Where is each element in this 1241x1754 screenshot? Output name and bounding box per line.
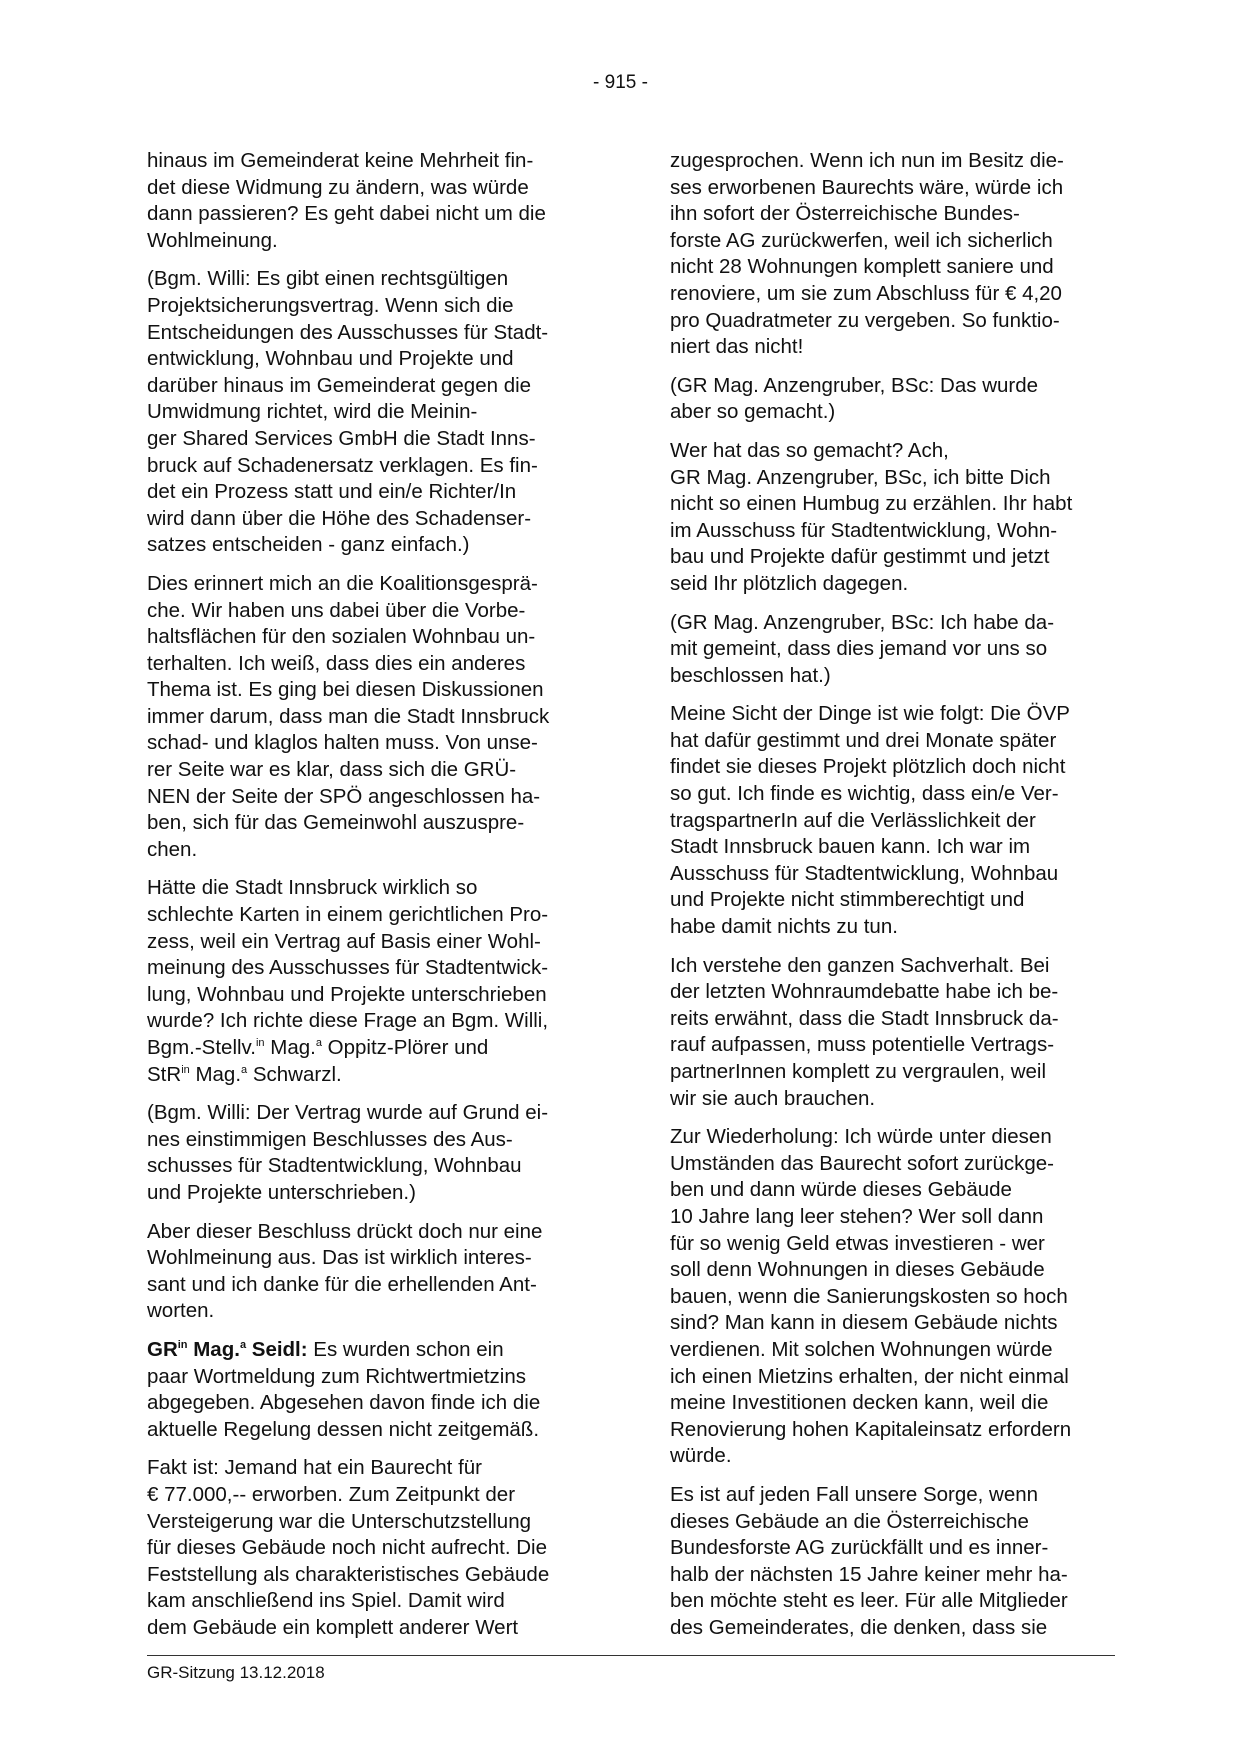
- text-line: nes einstimmigen Beschlusses des Aus-: [147, 1127, 513, 1151]
- superscript: a: [315, 1037, 322, 1049]
- text-line: dann passieren? Es geht dabei nicht um die: [147, 202, 546, 226]
- text-line: (Bgm. Willi: Es gibt einen rechtsgültigen: [147, 267, 509, 291]
- paragraph: [147, 571, 602, 864]
- text-line: meinung des Ausschusses für Stadtentwick-: [147, 956, 549, 980]
- honorific: Mag.: [193, 1337, 240, 1361]
- text-line: Umwidmung richtet, wird die Meinin-: [147, 400, 478, 424]
- text-line: beschlossen hat.): [670, 663, 831, 687]
- text-line: dem Gebäude ein komplett anderer Wert: [147, 1615, 519, 1639]
- text-line: verdienen. Mit solchen Wohnungen würde: [670, 1337, 1053, 1361]
- text-line: GR Mag. Anzengruber, BSc, ich bitte Dich: [670, 465, 1051, 489]
- paragraph: [670, 438, 1125, 598]
- superscript: in: [177, 1338, 188, 1351]
- text-line: det ein Prozess statt und ein/e Richter/In: [147, 480, 517, 504]
- text-line: renoviere, um sie zum Abschluss für € 4,20: [670, 281, 1062, 305]
- text-line: immer darum, dass man die Stadt Innsbruck: [147, 704, 550, 728]
- paragraph: [670, 373, 1125, 426]
- paragraph: [147, 1455, 602, 1641]
- text-line: Ich verstehe den ganzen Sachverhalt. Bei: [670, 953, 1050, 977]
- text-line: bauen, wenn die Sanierungskosten so hoch: [670, 1284, 1068, 1308]
- page-number: - 915 -: [593, 72, 648, 93]
- person-name: Seidl:: [251, 1337, 308, 1361]
- text-line: Bundesforste AG zurückfällt und es inner-: [670, 1536, 1049, 1560]
- paragraph: [670, 1482, 1125, 1642]
- footer-divider: [147, 1655, 1115, 1656]
- text-line: chen.: [147, 837, 198, 861]
- text-line: terhalten. Ich weiß, dass dies ein anderes: [147, 651, 526, 675]
- text-line: zess, weil ein Vertrag auf Basis einer Wohl-: [147, 929, 541, 953]
- paragraph: [147, 1219, 602, 1325]
- text-line: (Bgm. Willi: Der Vertrag wurde auf Grund ei-: [147, 1101, 549, 1125]
- honorific: Bgm.-Stellv.: [147, 1036, 256, 1059]
- paragraph: [147, 266, 602, 559]
- text-line: Wer hat das so gemacht? Ach,: [670, 438, 949, 462]
- text-line: rer Seite war es klar, dass sich die GRÜ-: [147, 758, 517, 782]
- text-line: Hätte die Stadt Innsbruck wirklich so: [147, 876, 478, 900]
- text-line: und Projekte unterschrieben.): [147, 1180, 416, 1204]
- text-line: bruck auf Schadenersatz verklagen. Es fin-: [147, 453, 538, 477]
- text-line: seid Ihr plötzlich dagegen.: [670, 571, 909, 595]
- text-line: haltsflächen für den sozialen Wohnbau un-: [147, 625, 536, 649]
- text-line: aber so gemacht.): [670, 400, 836, 424]
- text-line: kam anschließend ins Spiel. Damit wird: [147, 1589, 505, 1613]
- text-line: Umständen das Baurecht sofort zurückge-: [670, 1151, 1054, 1175]
- text-line: Ausschuss für Stadtentwicklung, Wohnbau: [670, 861, 1059, 885]
- text-line: niert das nicht!: [670, 335, 804, 359]
- text-line: rauf aufpassen, muss potentielle Vertrags-: [670, 1033, 1055, 1057]
- text-fragment: Es wurden schon ein: [313, 1337, 504, 1361]
- text-line: Renovierung hohen Kapitaleinsatz erfordern: [670, 1417, 1072, 1441]
- text-line: hat dafür gestimmt und drei Monate später: [670, 728, 1057, 752]
- text-line: Es ist auf jeden Fall unsere Sorge, wenn: [670, 1482, 1039, 1506]
- text-line: nicht 28 Wohnungen komplett saniere und: [670, 255, 1054, 279]
- text-line: schad- und klaglos halten muss. Von unse-: [147, 731, 538, 755]
- left-column: [147, 148, 602, 1653]
- text-line: der letzten Wohnraumdebatte habe ich be-: [670, 980, 1059, 1004]
- text-line: Fakt ist: Jemand hat ein Baurecht für: [147, 1456, 482, 1480]
- text-line: halb der nächsten 15 Jahre keiner mehr ha-: [670, 1562, 1068, 1586]
- text-line: bau und Projekte dafür gestimmt und jetzt: [670, 545, 1050, 569]
- text-line: meine Investitionen decken kann, weil die: [670, 1391, 1049, 1415]
- superscript: a: [241, 1063, 248, 1076]
- text-line: paar Wortmeldung zum Richtwertmietzins: [147, 1364, 526, 1388]
- paragraph: [147, 1100, 602, 1206]
- text-line: NEN der Seite der SPÖ angeschlossen ha-: [147, 784, 541, 808]
- text-line: reits erwähnt, dass die Stadt Innsbruck da-: [670, 1006, 1059, 1030]
- text-line: Versteigerung war die Unterschutzstellung: [147, 1509, 532, 1533]
- text-line: pro Quadratmeter zu vergeben. So funktio-: [670, 308, 1060, 332]
- text-line: che. Wir haben uns dabei über die Vorbe-: [147, 598, 526, 622]
- text-line: € 77.000,-- erworben. Zum Zeitpunkt der: [147, 1482, 516, 1506]
- text-line: nicht so einen Humbug zu erzählen. Ihr habt: [670, 492, 1073, 516]
- text-line: Aber dieser Beschluss drückt doch nur eine: [147, 1219, 543, 1243]
- text-line: Projektsicherungsvertrag. Wenn sich die: [147, 293, 514, 317]
- text-line: für dieses Gebäude noch nicht aufrecht. Die: [147, 1536, 547, 1560]
- text-line: Feststellung als charakteristisches Gebäude: [147, 1562, 550, 1586]
- text-line: ich einen Mietzins erhalten, der nicht einmal: [670, 1364, 1069, 1388]
- speaker-name: [147, 1338, 308, 1361]
- text-line: ger Shared Services GmbH die Stadt Inns-: [147, 426, 536, 450]
- right-column: [670, 148, 1125, 1653]
- text-line: Wohlmeinung.: [147, 228, 278, 252]
- text-line: ben möchte steht es leer. Für alle Mitglieder: [670, 1589, 1068, 1613]
- text-line: aktuelle Regelung dessen nicht zeitgemäß.: [147, 1417, 540, 1441]
- paragraph: [670, 148, 1125, 361]
- honorific: Mag.: [195, 1062, 242, 1086]
- text-line: Meine Sicht der Dinge ist wie folgt: Die ÖVP: [670, 702, 1070, 726]
- text-line: Thema ist. Es ging bei diesen Diskussionen: [147, 678, 544, 702]
- text-line: mit gemeint, dass dies jemand vor uns so: [670, 637, 1048, 661]
- text-line: ihn sofort der Österreichische Bundes-: [670, 202, 1020, 226]
- text-line: ses erworbenen Baurechts wäre, würde ich: [670, 175, 1064, 199]
- text-line: (GR Mag. Anzengruber, BSc: Ich habe da-: [670, 610, 1055, 634]
- text-line: Wohlmeinung aus. Das ist wirklich interes-: [147, 1246, 532, 1270]
- text-line: Stadt Innsbruck bauen kann. Ich war im: [670, 835, 1031, 859]
- text-line: forste AG zurückwerfen, weil ich sicherlich: [670, 228, 1053, 252]
- text-line: sant und ich danke für die erhellenden Ant-: [147, 1272, 537, 1296]
- superscript: in: [255, 1037, 265, 1049]
- text-line: habe damit nichts zu tun.: [670, 915, 898, 939]
- text-line: tragspartnerIn auf die Verlässlichkeit der: [670, 808, 1036, 832]
- text-line: soll denn Wohnungen in dieses Gebäude: [670, 1258, 1045, 1282]
- text-line: dieses Gebäude an die Österreichische: [670, 1509, 1029, 1533]
- paragraph: [670, 701, 1125, 940]
- text-line: (GR Mag. Anzengruber, BSc: Das wurde: [670, 373, 1039, 397]
- honorific: StR: [147, 1062, 182, 1086]
- text-line: ben, sich für das Gemeinwohl auszuspre-: [147, 811, 525, 835]
- text-line: des Gemeinderates, die denken, dass sie: [670, 1615, 1048, 1639]
- text-line: im Ausschuss für Stadtentwicklung, Wohn-: [670, 518, 1058, 542]
- text-line: entwicklung, Wohnbau und Projekte und: [147, 347, 514, 371]
- superscript: in: [181, 1063, 190, 1076]
- text-line: würde.: [670, 1444, 732, 1468]
- text-line: wir sie auch brauchen.: [670, 1086, 876, 1110]
- text-line: schusses für Stadtentwicklung, Wohnbau: [147, 1154, 522, 1178]
- text-line: schlechte Karten in einem gerichtlichen Pro-: [147, 903, 549, 927]
- text-line: Entscheidungen des Ausschusses für Stadt-: [147, 320, 549, 344]
- text-line: und Projekte nicht stimmberechtigt und: [670, 888, 1025, 912]
- paragraph: [670, 610, 1125, 690]
- text-line: det diese Widmung zu ändern, was würde: [147, 175, 529, 199]
- footer-session-date: GR-Sitzung 13.12.2018: [147, 1663, 325, 1682]
- text-line: hinaus im Gemeinderat keine Mehrheit fin-: [147, 149, 534, 172]
- honorific: Mag.: [270, 1036, 316, 1059]
- honorific: GR: [147, 1337, 178, 1361]
- text-line: lung, Wohnbau und Projekte unterschrieben: [147, 982, 547, 1006]
- paragraph: [147, 1337, 602, 1443]
- text-line: Zur Wiederholung: Ich würde unter diesen: [670, 1125, 1052, 1149]
- text-line: [147, 1062, 602, 1089]
- text-line: abgegeben. Abgesehen davon finde ich die: [147, 1391, 541, 1415]
- text-line: wird dann über die Höhe des Schadenser-: [147, 506, 532, 530]
- text-line: zugesprochen. Wenn ich nun im Besitz die-: [670, 149, 1064, 172]
- paragraph: [147, 875, 602, 1088]
- text-line: darüber hinaus im Gemeinderat gegen die: [147, 373, 532, 397]
- text-line: 10 Jahre lang leer stehen? Wer soll dann: [670, 1204, 1044, 1228]
- text-line: sind? Man kann in diesem Gebäude nichts: [670, 1311, 1058, 1335]
- text-line: ben und dann würde dieses Gebäude: [670, 1178, 1012, 1202]
- text-line: [147, 1337, 602, 1364]
- text-line: wurde? Ich richte diese Frage an Bgm. Willi,: [147, 1009, 549, 1033]
- text-line: [147, 1035, 602, 1062]
- person-name: Schwarzl.: [252, 1062, 342, 1086]
- paragraph: [147, 148, 602, 254]
- text-line: partnerInnen komplett zu vergraulen, weil: [670, 1060, 1047, 1083]
- paragraph: [670, 953, 1125, 1113]
- text-line: für so wenig Geld etwas investieren - wer: [670, 1231, 1045, 1255]
- text-line: Dies erinnert mich an die Koalitionsgesprä-: [147, 571, 538, 595]
- paragraph: [670, 1124, 1125, 1470]
- text-line: findet sie dieses Projekt plötzlich doch nicht: [670, 755, 1066, 779]
- person-name: Oppitz-Plörer und: [327, 1036, 489, 1059]
- text-line: satzes entscheiden - ganz einfach.): [147, 533, 470, 557]
- text-line: so gut. Ich finde es wichtig, dass ein/e Ver-: [670, 782, 1059, 806]
- text-line: worten.: [147, 1299, 215, 1323]
- superscript: a: [239, 1338, 247, 1351]
